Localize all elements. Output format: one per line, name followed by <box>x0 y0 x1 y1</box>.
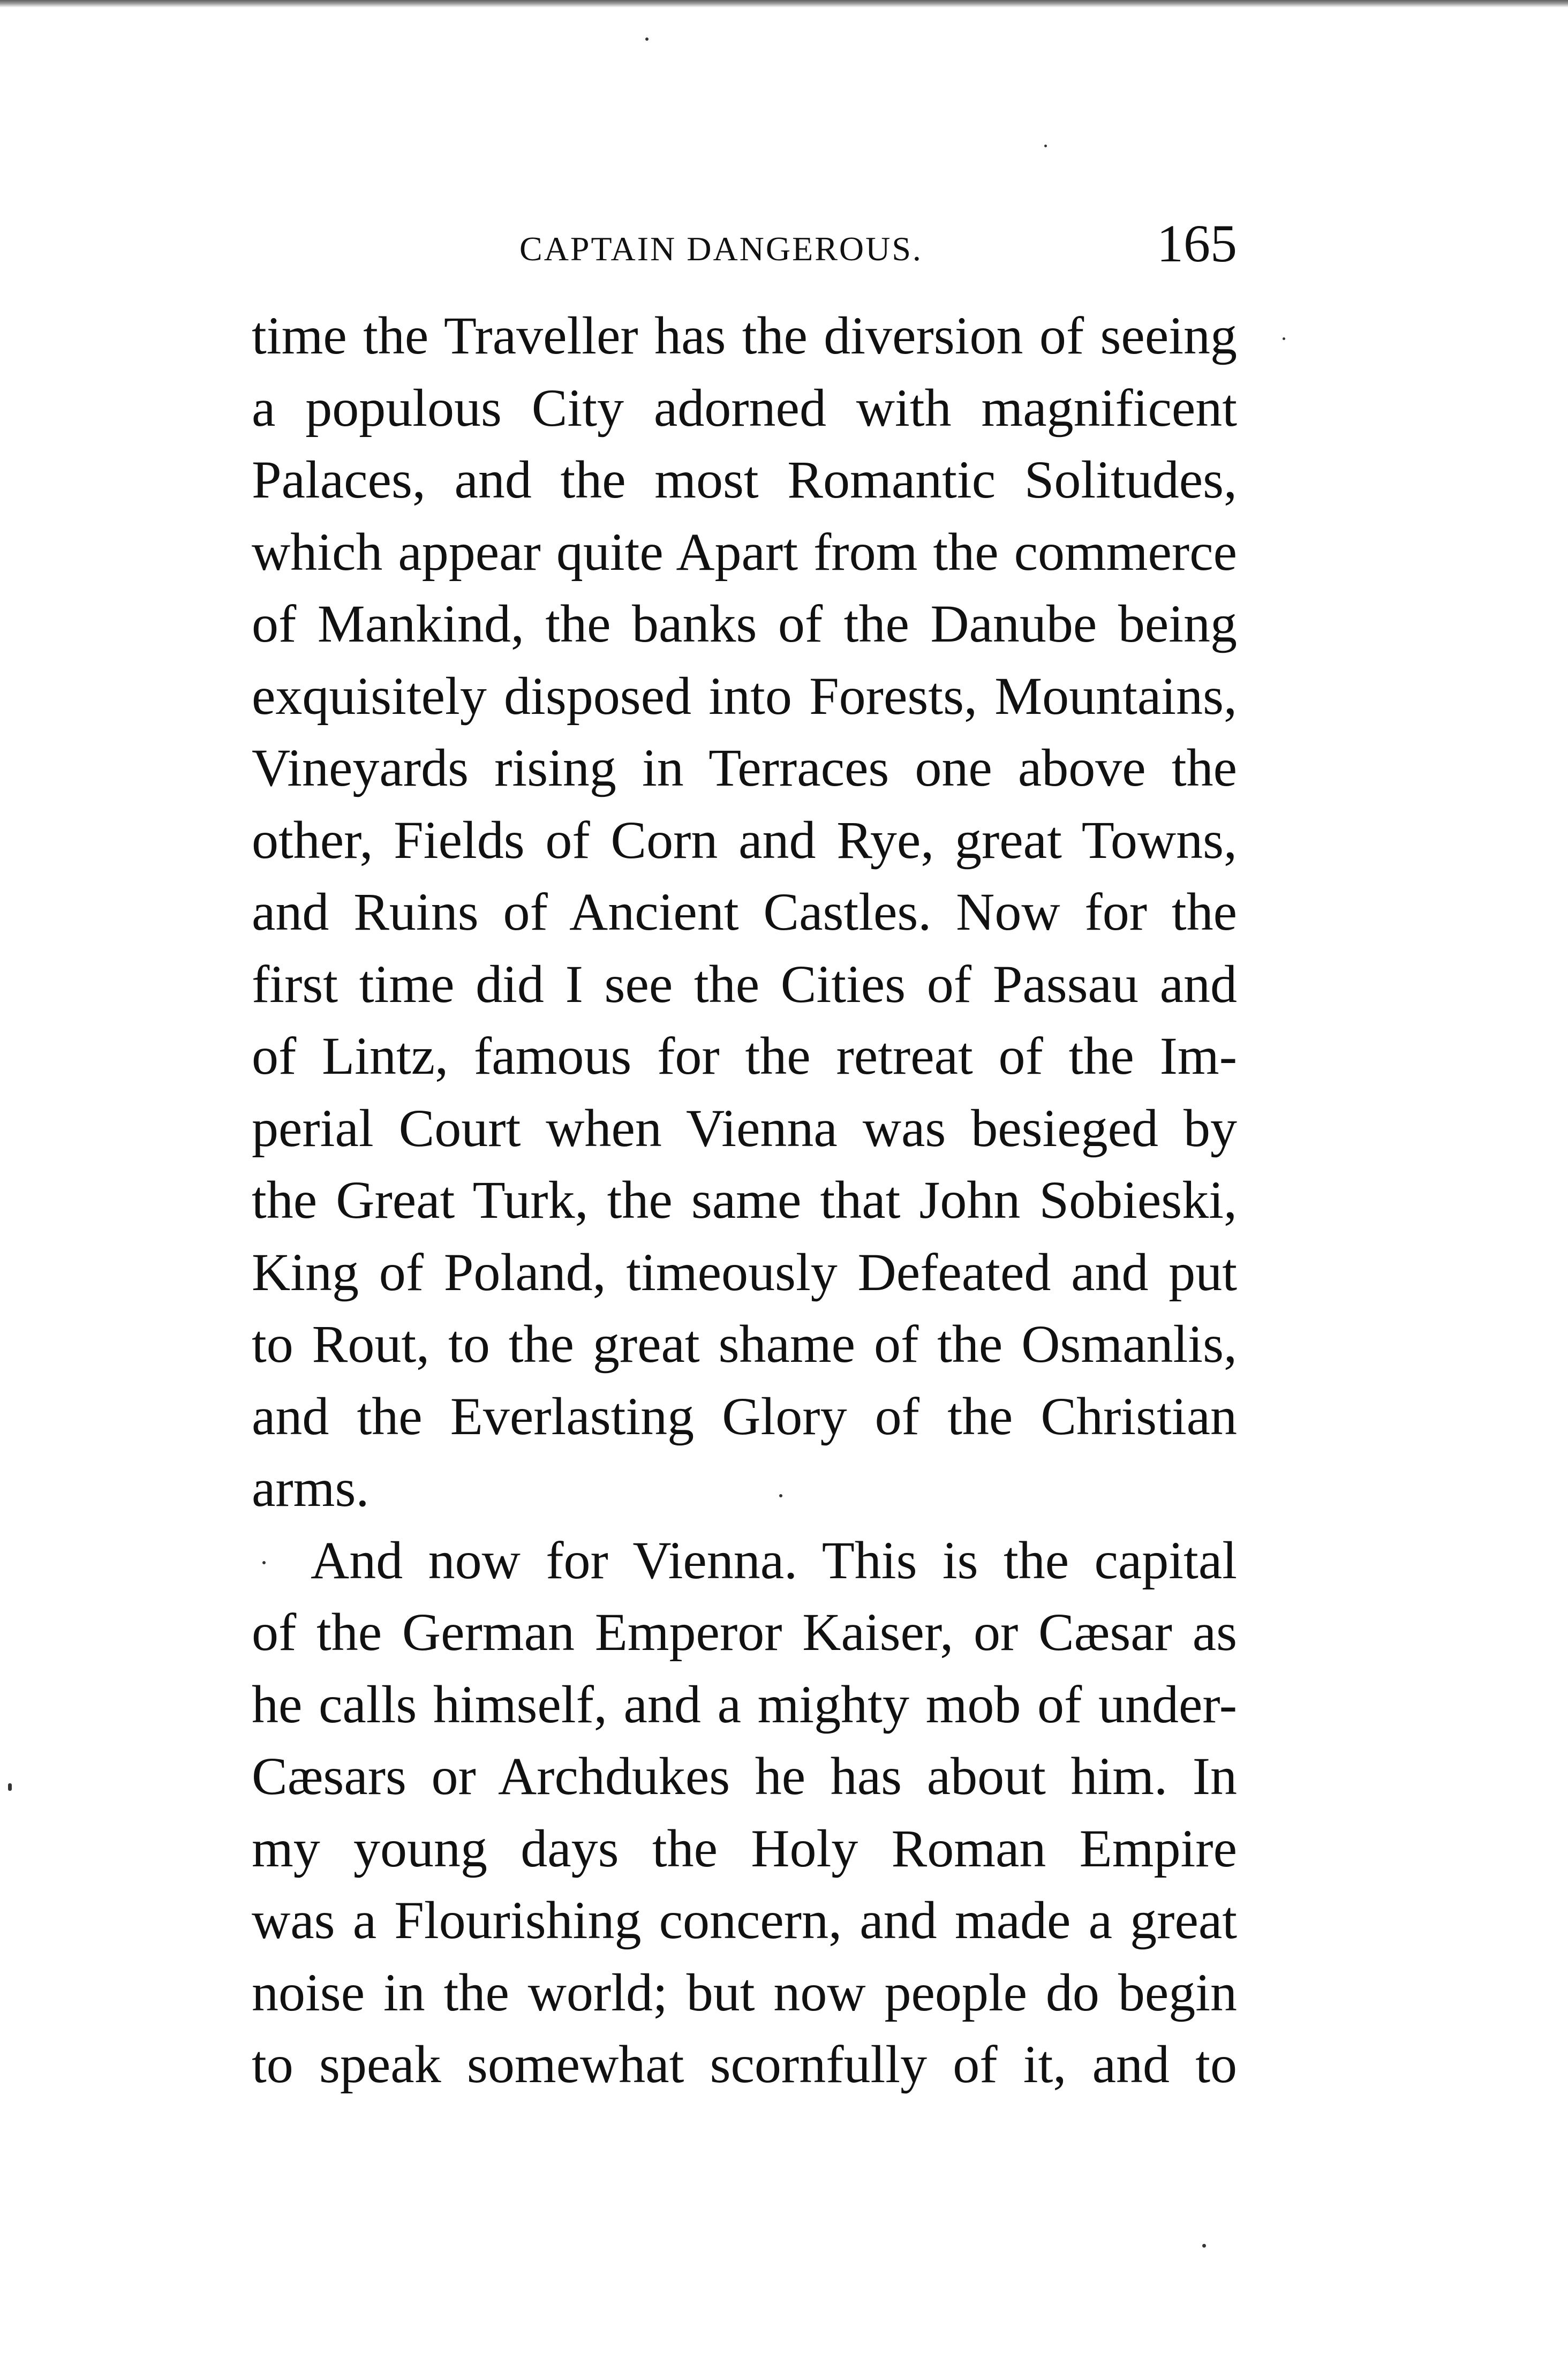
text-line: time the Traveller has the diversion of seeing <box>252 306 1237 365</box>
scan-edge-shadow <box>0 0 1568 7</box>
text-line: which appear quite Apart from the commerce <box>252 522 1237 582</box>
text-line: King of Poland, timeously Defeated and put <box>252 1242 1237 1302</box>
page-header <box>252 212 1237 276</box>
text-line: my young days the Holy Roman Empire <box>252 1818 1237 1878</box>
text-line: exquisitely disposed into Forests, Mountains, <box>252 666 1237 726</box>
text-line: And now for Vienna. This is the capital <box>311 1530 1237 1590</box>
text-line: Cæsars or Archdukes he has about him. In <box>252 1746 1237 1806</box>
text-line: he calls himself, and a mighty mob of under- <box>252 1674 1237 1734</box>
scan-speck <box>262 1561 266 1564</box>
text-line: noise in the world; but now people do begin <box>252 1962 1237 2022</box>
text-line: of the German Emperor Kaiser, or Cæsar as <box>252 1602 1237 1662</box>
text-line: to Rout, to the great shame of the Osmanlis, <box>252 1314 1237 1374</box>
text-line: to speak somewhat scornfully of it, and to <box>252 2034 1237 2094</box>
text-line: perial Court when Vienna was besieged by <box>252 1098 1237 1158</box>
text-line: was a Flourishing concern, and made a great <box>252 1890 1237 1950</box>
text-line: arms. <box>252 1458 370 1518</box>
text-line: a populous City adorned with magnificent <box>252 378 1237 438</box>
text-line: the Great Turk, the same that John Sobieski, <box>252 1170 1237 1230</box>
paragraph-2 <box>252 1525 1237 2101</box>
scan-speck <box>1283 337 1285 340</box>
text-line: and Ruins of Ancient Castles. Now for the <box>252 882 1237 941</box>
scan-speck <box>779 1494 782 1497</box>
body-text <box>252 300 1237 2101</box>
scan-speck <box>645 37 649 41</box>
scan-speck <box>8 1783 12 1791</box>
text-line: other, Fields of Corn and Rye, great Towns, <box>252 810 1237 870</box>
text-line: of Mankind, the banks of the Danube being <box>252 594 1237 653</box>
running-title: CAPTAIN DANGEROUS. <box>519 230 923 268</box>
page-number: 165 <box>1157 214 1237 273</box>
scan-speck <box>1044 145 1047 147</box>
text-line: Palaces, and the most Romantic Solitudes, <box>252 450 1237 509</box>
text-line: of Lintz, famous for the retreat of the Im- <box>252 1026 1237 1086</box>
text-line: Vineyards rising in Terraces one above the <box>252 738 1237 797</box>
paragraph-1 <box>252 300 1237 1525</box>
text-line: first time did I see the Cities of Passau and <box>252 954 1237 1014</box>
scan-speck <box>1202 2244 1206 2248</box>
text-line: and the Everlasting Glory of the Christian <box>252 1386 1237 1446</box>
